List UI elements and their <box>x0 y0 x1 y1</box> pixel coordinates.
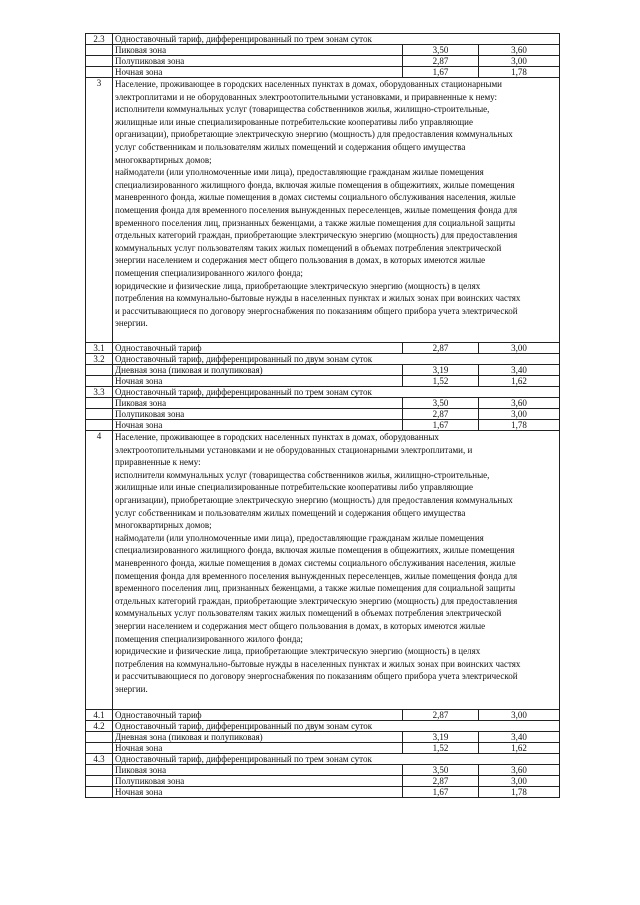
description-line: исполнители коммунальных услуг (товарищества собственников жилья, жилищно-строительные, <box>115 104 490 115</box>
tariff-label: Ночная зона <box>113 743 403 754</box>
tariff-value-1: 1,67 <box>403 787 479 798</box>
description-line: коммунальных услуг пользователям таких жилых помещений в объемах потребления электрической <box>115 608 502 619</box>
tariff-value-2: 3,40 <box>479 365 560 376</box>
tariff-value-row <box>86 420 560 431</box>
description-line: энергии. <box>115 683 148 694</box>
tariff-value-2: 3,00 <box>479 409 560 420</box>
description-line: энергии населением и содержания мест общего пользования в домах, в которых имеются жилые <box>115 620 486 631</box>
description-line: отдельных категорий граждан, приобретающие электрическую энергию (мощность) для предоставления <box>115 595 518 606</box>
row-number: 4.2 <box>86 721 113 732</box>
description-line: наймодатели (или уполномоченные ими лица), предоставляющие гражданам жилые помещения <box>115 532 484 543</box>
tariff-value-row <box>86 376 560 387</box>
tariff-label: Одноставочный тариф <box>113 710 403 721</box>
description-line: услуг собственникам и пользователям жилых помещений и содержания общего имущества <box>115 507 466 518</box>
tariff-label: Ночная зона <box>113 67 403 78</box>
row-number <box>86 56 113 67</box>
tariff-label: Пиковая зона <box>113 765 403 776</box>
tariff-value-1: 1,52 <box>403 376 479 387</box>
row-number: 4.3 <box>86 754 113 765</box>
row-number <box>86 409 113 420</box>
description-line: энергии. <box>115 318 148 329</box>
tariff-value-2: 3,00 <box>479 710 560 721</box>
tariff-value-row <box>86 45 560 56</box>
description-line: Население, проживающее в городских населенных пунктах в домах, оборудованных <box>115 432 439 442</box>
section-row <box>86 78 560 343</box>
description-line: юридические и физические лица, приобретающие электрическую энергию (мощность) в целях <box>115 646 481 657</box>
tariff-value-2: 3,40 <box>479 732 560 743</box>
description-line: многоквартирных домов; <box>115 154 212 165</box>
row-number <box>86 787 113 798</box>
row-number <box>86 732 113 743</box>
tariff-value-2: 1,78 <box>479 420 560 431</box>
tariff-value-row <box>86 409 560 420</box>
tariff-value-2: 3,60 <box>479 765 560 776</box>
tariff-value-1: 2,87 <box>403 710 479 721</box>
tariff-label: Одноставочный тариф, дифференцированный по трем зонам суток <box>113 387 560 398</box>
tariff-label: Полупиковая зона <box>113 776 403 787</box>
description-line: жилищные или иные специализированные потребительские кооперативы либо управляющие <box>115 482 473 493</box>
description-line: потребления на коммунально-бытовые нужды в населенных пунктах и жилых зонах при воинских частях <box>115 293 521 304</box>
tariff-value-row <box>86 743 560 754</box>
description-line: и рассчитывающиеся по договору энергоснабжения по показаниям общего прибора учета электрической <box>115 671 518 682</box>
description-line: приравненные к нему: <box>115 457 201 468</box>
tariff-label: Ночная зона <box>113 420 403 431</box>
description-line: жилищные или иные специализированные потребительские кооперативы либо управляющие <box>115 116 473 127</box>
row-number: 4.1 <box>86 710 113 721</box>
tariff-value-1: 3,19 <box>403 365 479 376</box>
row-number: 3.1 <box>86 343 113 354</box>
tariff-label: Дневная зона (пиковая и полупиковая) <box>113 732 403 743</box>
tariff-value-2: 1,62 <box>479 743 560 754</box>
tariff-value-row <box>86 765 560 776</box>
section-description <box>113 431 560 710</box>
tariff-label: Одноставочный тариф <box>113 343 403 354</box>
tariff-value-2: 1,78 <box>479 67 560 78</box>
tariff-value-2: 1,78 <box>479 787 560 798</box>
tariff-value-row <box>86 365 560 376</box>
description-line: помещения специализированного жилого фонда; <box>115 633 303 644</box>
tariff-value-1: 3,19 <box>403 732 479 743</box>
tariff-label: Одноставочный тариф, дифференцированный по трем зонам суток <box>113 34 560 45</box>
row-number <box>86 45 113 56</box>
description-line: энергии населением и содержания мест общего пользования в домах, в которых имеются жилые <box>115 255 486 266</box>
tariff-value-2: 1,62 <box>479 376 560 387</box>
tariff-value-2: 3,00 <box>479 343 560 354</box>
tariff-label: Ночная зона <box>113 376 403 387</box>
tariff-value-2: 3,00 <box>479 56 560 67</box>
description-line: многоквартирных домов; <box>115 520 212 531</box>
tariff-value-2: 3,60 <box>479 45 560 56</box>
description-line: Население, проживающее в городских населенных пунктах в домах, оборудованных стационарными <box>115 79 502 89</box>
description-line: маневренного фонда, жилые помещения в домах системы социального обслуживания населения, жилые <box>115 557 516 568</box>
description-line: исполнители коммунальных услуг (товарищества собственников жилья, жилищно-строительные, <box>115 469 490 480</box>
tariff-label: Пиковая зона <box>113 45 403 56</box>
row-number: 3.2 <box>86 354 113 365</box>
tariff-value-1: 2,87 <box>403 343 479 354</box>
row-number: 4 <box>86 431 113 710</box>
description-line: специализированного жилищного фонда, включая жилые помещения в общежитиях, жилые помещения <box>115 179 515 190</box>
description-line: помещения фонда для временного поселения вынужденных переселенцев, жилые помещения фонда для <box>115 204 518 215</box>
tariff-value-1: 2,87 <box>403 409 479 420</box>
tariff-value-row <box>86 398 560 409</box>
description-line: юридические и физические лица, приобретающие электрическую энергию (мощность) в целях <box>115 280 481 291</box>
description-line: коммунальных услуг пользователям таких жилых помещений в объемах потребления электрической <box>115 242 502 253</box>
tariff-label: Полупиковая зона <box>113 56 403 67</box>
row-number: 2.3 <box>86 34 113 45</box>
description-line: и рассчитывающиеся по договору энергоснабжения по показаниям общего прибора учета электрической <box>115 305 518 316</box>
tariff-value-1: 3,50 <box>403 765 479 776</box>
tariff-value-1: 3,50 <box>403 45 479 56</box>
tariff-header-row <box>86 721 560 732</box>
tariff-label: Полупиковая зона <box>113 409 403 420</box>
row-number <box>86 67 113 78</box>
tariff-value-1: 1,67 <box>403 67 479 78</box>
description-line: маневренного фонда, жилые помещения в домах системы социального обслуживания населения, жилые <box>115 192 516 203</box>
description-line: организации), приобретающие электрическую энергию (мощность) для предоставления коммунальных <box>115 129 513 140</box>
tariff-value-row <box>86 56 560 67</box>
row-number: 3.3 <box>86 387 113 398</box>
tariff-table <box>85 33 560 798</box>
section-description <box>113 78 560 343</box>
tariff-label: Дневная зона (пиковая и полупиковая) <box>113 365 403 376</box>
tariff-label: Пиковая зона <box>113 398 403 409</box>
description-line: помещения фонда для временного поселения вынужденных переселенцев, жилые помещения фонда для <box>115 570 518 581</box>
section-row <box>86 431 560 710</box>
tariff-value-1: 2,87 <box>403 56 479 67</box>
tariff-label: Одноставочный тариф, дифференцированный по двум зонам суток <box>113 721 560 732</box>
row-number <box>86 765 113 776</box>
description-line: организации), приобретающие электрическую энергию (мощность) для предоставления коммунальных <box>115 494 513 505</box>
description-line: электроотопительными установками и не оборудованных стационарными электроплитами, и <box>115 444 473 455</box>
row-number <box>86 398 113 409</box>
row-number: 3 <box>86 78 113 343</box>
description-line: отдельных категорий граждан, приобретающие электрическую энергию (мощность) для предоставления <box>115 230 518 241</box>
tariff-label: Ночная зона <box>113 787 403 798</box>
tariff-value-row <box>86 732 560 743</box>
row-number <box>86 365 113 376</box>
tariff-value-row <box>86 67 560 78</box>
tariff-value-1: 2,87 <box>403 776 479 787</box>
description-line: временного поселения лиц, признанных беженцами, а также жилые помещения для социальной защиты <box>115 583 516 594</box>
tariff-header-row <box>86 387 560 398</box>
description-line: временного поселения лиц, признанных беженцами, а также жилые помещения для социальной защиты <box>115 217 516 228</box>
description-line: электроплитами и не оборудованных электроотопительными установками, и приравненные к нему: <box>115 91 498 102</box>
tariff-value-1: 3,50 <box>403 398 479 409</box>
tariff-value-row <box>86 787 560 798</box>
description-line: помещения специализированного жилого фонда; <box>115 267 303 278</box>
tariff-value-row <box>86 710 560 721</box>
tariff-value-2: 3,00 <box>479 776 560 787</box>
tariff-label: Одноставочный тариф, дифференцированный по трем зонам суток <box>113 754 560 765</box>
tariff-table-body <box>86 34 560 798</box>
tariff-value-row <box>86 343 560 354</box>
row-number <box>86 776 113 787</box>
tariff-label: Одноставочный тариф, дифференцированный по двум зонам суток <box>113 354 560 365</box>
row-number <box>86 376 113 387</box>
row-number <box>86 420 113 431</box>
tariff-header-row <box>86 754 560 765</box>
description-line: потребления на коммунально-бытовые нужды в населенных пунктах и жилых зонах при воинских частях <box>115 658 521 669</box>
description-line: наймодатели (или уполномоченные ими лица), предоставляющие гражданам жилые помещения <box>115 167 484 178</box>
row-number <box>86 743 113 754</box>
tariff-value-row <box>86 776 560 787</box>
tariff-value-1: 1,52 <box>403 743 479 754</box>
tariff-value-2: 3,60 <box>479 398 560 409</box>
description-line: услуг собственникам и пользователям жилых помещений и содержания общего имущества <box>115 141 466 152</box>
tariff-header-row <box>86 354 560 365</box>
description-line: специализированного жилищного фонда, включая жилые помещения в общежитиях, жилые помещения <box>115 545 515 556</box>
tariff-header-row <box>86 34 560 45</box>
tariff-value-1: 1,67 <box>403 420 479 431</box>
